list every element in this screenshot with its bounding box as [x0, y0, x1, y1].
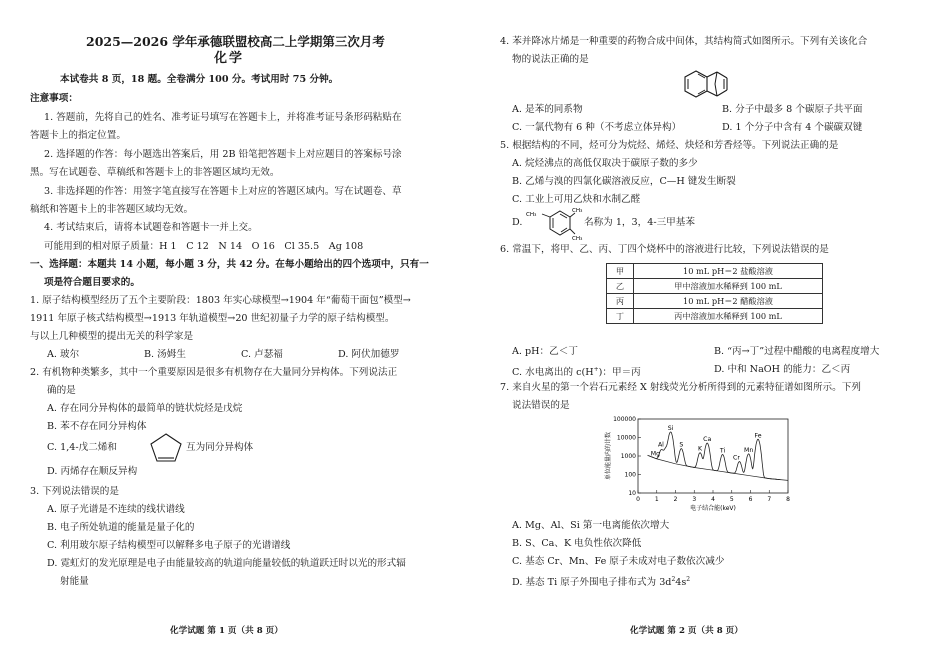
q5-option-d-label: D.	[512, 217, 523, 228]
q4-option-b: B. 分子中最多 8 个碳原子共平面	[722, 104, 863, 115]
y-tick-label: 100	[624, 471, 636, 479]
x-tick-label: 1	[654, 496, 659, 503]
x-tick-label: 7	[767, 496, 772, 503]
notice-line: 1. 答题前，先将自己的姓名、准考证号填写在答题卡上，并将准考证号条形码粘贴在	[44, 112, 402, 123]
peak-label-cr: Cr	[733, 454, 740, 462]
q5-option-b: B. 乙烯与溴的四氯化碳溶液反应，C—H 键发生断裂	[512, 176, 736, 187]
x-tick-label: 0	[636, 496, 640, 503]
baseline-curve	[647, 455, 788, 480]
q6-option-c-text: )：甲＝丙	[598, 367, 641, 379]
y-tick-label: 100000	[613, 416, 636, 423]
plot-frame	[638, 419, 788, 493]
peak-label-k: K	[698, 445, 703, 453]
q7-option-c: C. 基态 Cr、Mn、Fe 原子未成对电子数依次减少	[512, 556, 725, 567]
q2-stem: 确的是	[47, 385, 76, 396]
table-cell: 10 mL pH＝2 盐酸溶液	[634, 264, 823, 279]
y-tick-label: 1000	[620, 453, 636, 460]
notice-line: 4. 考试结束后，请将本试题卷和答题卡一并上交。	[44, 222, 258, 233]
table-cell: 甲	[607, 264, 634, 279]
notice-heading: 注意事项：	[30, 93, 78, 104]
methyl-label: CH₃	[572, 208, 583, 214]
table-row	[607, 264, 823, 279]
notice-line: 答题卡上的指定位置。	[30, 130, 126, 141]
q6-option-d: D. 中和 NaOH 的能力：乙＜丙	[714, 364, 851, 375]
q1-stem: 与以上几种模型的提出无关的科学家是	[30, 331, 194, 342]
peak-label-ti: Ti	[719, 447, 726, 455]
q2-option-c-part2: 互为同分异构体	[186, 442, 254, 453]
methyl-label: CH₃	[526, 212, 537, 218]
x-tick-label: 4	[711, 496, 715, 503]
q4-option-a: A. 是苯的同系物	[512, 104, 583, 115]
table-cell: 甲中溶液加水稀释到 100 mL	[634, 279, 823, 294]
q6-option-a: A. pH：乙＜丁	[512, 346, 578, 357]
xrf-spectrum-chart	[600, 413, 800, 525]
x-axis-label: 电子结合能(keV)	[690, 505, 736, 512]
page-footer: 化学试题 第 1 页（共 8 页）	[170, 626, 283, 636]
superscript: 2	[686, 576, 691, 583]
section-heading: 项是符合题目要求的。	[44, 277, 140, 288]
trimethylbenzene-structure	[524, 205, 584, 241]
section-heading: 一、选择题：本题共 14 小题，每小题 3 分，共 42 分。在每小题给出的四个选项中，只有一	[30, 259, 429, 270]
methyl-label: CH₃	[572, 236, 583, 241]
q7-option-d-text: 4s	[675, 577, 687, 589]
y-tick-label: 10000	[616, 434, 636, 442]
q3-option-c: C. 利用玻尔原子结构模型可以解释多电子原子的光谱谱线	[47, 540, 291, 551]
x-tick-label: 5	[729, 496, 734, 503]
q3-stem: 3. 下列说法错误的是	[30, 486, 119, 497]
q1-option-d: D. 阿伏加德罗	[338, 349, 400, 360]
q1-stem: 1. 原子结构模型经历了五个主要阶段：1803 年实心球模型→1904 年“葡萄干面包”模型→	[30, 295, 411, 306]
q4-stem: 4. 苯并降冰片烯是一种重要的药物合成中间体，其结构简式如图所示。下列有关该化合	[500, 36, 868, 47]
solution-table	[606, 263, 823, 324]
page-2	[500, 0, 925, 659]
q7-option-b: B. S、Ca、K 电负性依次降低	[512, 538, 642, 549]
atomic-masses: 可能用到的相对原子质量：H 1 C 12 N 14 O 16 Cl 35.5 Ag 108	[44, 241, 364, 252]
q1-stem: 1911 年原子核式结构模型→1913 年轨道模型→20 世纪初量子力学的原子结构模型。	[30, 313, 395, 324]
q5-option-a: A. 烷烃沸点的高低仅取决于碳原子数的多少	[512, 158, 698, 169]
q4-option-c: C. 一氯代物有 6 种（不考虑立体异构）	[512, 122, 682, 133]
benzonorbornadiene-structure	[683, 68, 739, 102]
q3-option-b: B. 电子所处轨道的能量是量子化的	[47, 522, 195, 533]
page-1	[30, 0, 460, 659]
table-row	[607, 279, 823, 294]
q2-option-d: D. 丙烯存在顺反异构	[47, 466, 138, 477]
superscript: +	[593, 366, 599, 373]
page-footer: 化学试题 第 2 页（共 8 页）	[630, 626, 743, 636]
q4-stem: 物的说法正确的是	[512, 54, 589, 65]
superscript: 2	[671, 576, 676, 583]
peak-label-ca: Ca	[703, 436, 712, 444]
table-row	[607, 309, 823, 324]
q6-stem: 6. 常温下，将甲、乙、丙、丁四个烧杯中的溶液进行比较，下列说法错误的是	[500, 244, 829, 255]
q2-option-c-part1: C. 1,4-戊二烯和	[47, 442, 117, 453]
table-cell: 丁	[607, 309, 634, 324]
q5-stem: 5. 根据结构的不同，烃可分为烷烃、烯烃、炔烃和芳香烃等。下列说法正确的是	[500, 140, 839, 151]
q3-option-d: D. 霓虹灯的发光原理是电子由能量较高的轨道向能量较低的轨道跃迁时以光的形式辐	[47, 558, 406, 569]
q2-option-a: A. 存在同分异构体的最简单的链状烷烃是戊烷	[47, 403, 243, 414]
table-cell: 乙	[607, 279, 634, 294]
q6-option-b: B. “丙→丁”过程中醋酸的电离程度增大	[714, 346, 880, 357]
peak-label-fe: Fe	[754, 432, 762, 440]
notice-line: 3. 非选择题的作答：用签字笔直接写在答题卡上对应的答题区域内。写在试题卷、草	[44, 186, 402, 197]
q2-stem: 2. 有机物种类繁多，其中一个重要原因是很多有机物存在大量同分异构体。下列说法正	[30, 367, 398, 378]
q1-option-a: A. 玻尔	[47, 349, 80, 360]
q7-option-a: A. Mg、Al、Si 第一电离能依次增大	[512, 520, 670, 531]
peak-label-s: S	[679, 441, 684, 449]
notice-line: 黑。写在试题卷、草稿纸和答题卡上的非答题区域均无效。	[30, 167, 280, 178]
table-cell: 丙	[607, 294, 634, 309]
q1-option-c: C. 卢瑟福	[241, 349, 283, 360]
y-tick-label: 10	[628, 490, 636, 497]
q7-option-d	[512, 574, 690, 589]
notice-line: 稿纸和答题卡上的非答题区域均无效。	[30, 204, 194, 215]
table-cell: 丙中溶液加水稀释到 100 mL	[634, 309, 823, 324]
table-cell: 10 mL pH＝2 醋酸溶液	[634, 294, 823, 309]
exam-title: 2025—2026 学年承德联盟校高二上学期第三次月考	[86, 34, 385, 49]
x-tick-label: 6	[748, 496, 753, 503]
table-row	[607, 294, 823, 309]
peak-label-si: Si	[667, 424, 674, 432]
peak-label-mg: Mg	[650, 450, 661, 458]
q7-stem: 说法错误的是	[512, 400, 570, 411]
q5-option-c: C. 工业上可用乙炔和水制乙醛	[512, 194, 641, 205]
x-tick-label: 3	[692, 496, 697, 503]
peak-label-mn: Mn	[743, 446, 754, 454]
x-tick-label: 2	[673, 496, 678, 503]
q7-option-d-text: D. 基态 Ti 原子外围电子排布式为 3d	[512, 577, 672, 589]
q1-option-b: B. 汤姆生	[144, 349, 186, 360]
q3-option-d-cont: 射能量	[60, 576, 89, 587]
peak-label-al: Al	[657, 441, 664, 449]
q3-option-a: A. 原子光谱是不连续的线状谱线	[47, 504, 185, 515]
x-tick-label: 8	[786, 496, 790, 503]
q6-option-c	[512, 364, 641, 379]
y-axis-label: 单位能量内的计数	[605, 431, 612, 481]
q6-option-c-text: C. 水电离出的 c(H	[512, 367, 594, 379]
cyclopentene-structure	[148, 431, 184, 465]
q7-stem: 7. 来自火星的第一个岩石元素经 X 射线荧光分析所得到的元素特征谱如图所示。下列	[500, 382, 861, 393]
subject-title: 化学	[214, 51, 245, 66]
q5-option-d-text: 名称为 1，3，4-三甲基苯	[584, 217, 695, 228]
q2-option-b: B. 苯不存在同分异构体	[47, 421, 147, 432]
q4-option-d: D. 1 个分子中含有 4 个碳碳双键	[722, 122, 863, 133]
notice-line: 2. 选择题的作答：每小题选出答案后，用 2B 铅笔把答题卡上对应题目的答案标号涂	[44, 149, 402, 160]
exam-info: 本试卷共 8 页，18 题。全卷满分 100 分。考试用时 75 分钟。	[60, 74, 339, 85]
